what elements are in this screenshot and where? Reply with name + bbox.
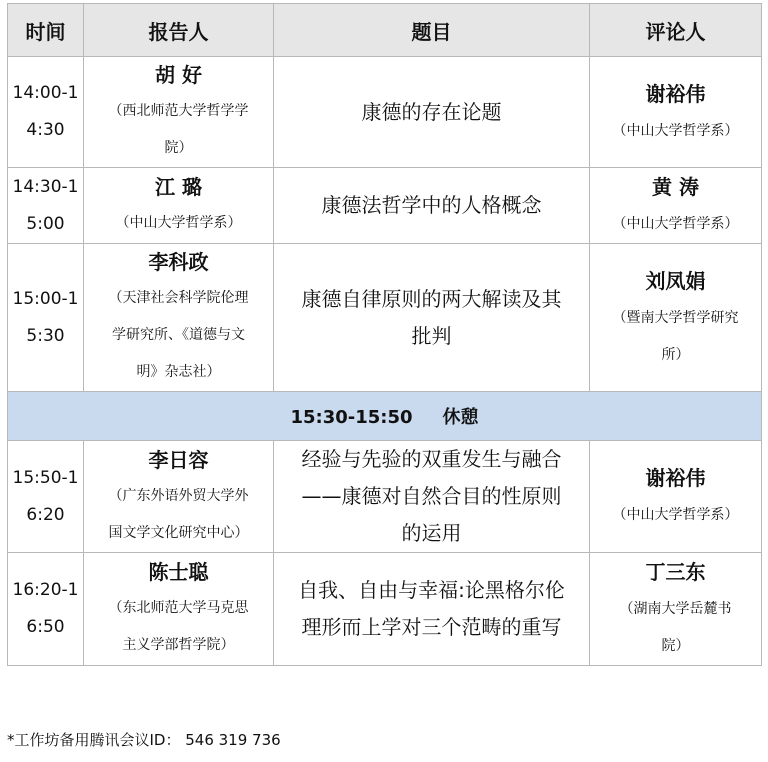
commentator-cell [590,553,762,666]
sessions-before-break [8,57,762,392]
header-commentator: 评论人 [590,4,762,57]
header-time: 时间 [8,4,84,57]
topic-cell [274,441,590,553]
time-cell [8,168,84,244]
header-presenter: 报告人 [84,4,274,57]
commentator-affiliation [590,206,761,243]
topic-line: 的运用 [401,521,462,545]
affiliation-line: （天津社会科学院伦理 [108,290,249,306]
time-line: 15:50-1 [12,467,79,488]
break-row [8,392,762,441]
presenter-affiliation [84,205,273,242]
affiliation-line: 国文学文化研究中心） [108,524,249,541]
time-line: 5:00 [26,213,65,234]
header-topic: 题目 [274,4,590,57]
time-line: 14:30-1 [12,176,79,197]
commentator-name: 黄 涛 [652,175,699,199]
affiliation-line: （中山大学哲学系） [612,216,739,232]
topic-line: ——康德对自然合目的性原则 [301,484,562,508]
presenter-cell [84,57,274,168]
sessions-after-break [8,441,762,666]
break-time: 15:30-15:50 [290,407,413,428]
presenter-affiliation [84,93,273,167]
table-row [8,57,762,168]
topic-cell [274,168,590,244]
time-cell [8,441,84,553]
presenter-affiliation [84,478,273,552]
affiliation-line: （中山大学哲学系） [115,215,242,231]
presenter-cell [84,441,274,553]
topic-cell [274,553,590,666]
break-label: 休憩 [442,407,479,428]
presenter-name: 胡 好 [155,63,202,87]
schedule-table [7,3,762,666]
time-line: 4:30 [26,120,65,140]
presenter-cell [84,168,274,244]
time-line: 6:20 [26,504,65,525]
topic-line: 康德法哲学中的人格概念 [321,193,542,217]
presenter-cell [84,553,274,666]
affiliation-line: （湖南大学岳麓书 [619,601,732,617]
commentator-cell [590,168,762,244]
time-cell [8,244,84,392]
affiliation-line: 所） [661,346,690,363]
affiliation-line: （中山大学哲学系） [612,122,739,139]
affiliation-line: 院） [164,140,193,156]
topic-line: 经验与先验的双重发生与融合 [301,447,562,471]
table-row [8,553,762,666]
presenter-affiliation [84,280,273,391]
affiliation-line: （广东外语外贸大学外 [108,487,249,504]
presenter-name: 陈士聪 [148,560,209,584]
affiliation-line: 主义学部哲学院） [122,637,235,653]
topic-line: 康德的存在论题 [361,99,502,124]
topic-cell [274,244,590,392]
time-line: 5:30 [26,325,65,346]
topic-line: 康德自律原则的两大解读及其 [301,286,562,311]
presenter-affiliation [84,590,273,664]
commentator-name: 丁三东 [645,560,706,584]
presenter-cell [84,244,274,392]
time-line: 15:00-1 [12,288,79,309]
affiliation-line: （西北师范大学哲学学 [108,103,249,119]
presenter-name: 李科政 [148,250,209,274]
footnote: *工作坊备用腾讯会议ID： 546 319 736 [7,731,281,749]
affiliation-line: （中山大学哲学系） [612,507,739,523]
affiliation-line: （东北师范大学马克思 [108,600,249,616]
topic-cell [274,57,590,168]
table-row [8,441,762,553]
time-line: 6:50 [26,617,65,637]
affiliation-line: （暨南大学哲学研究 [612,309,739,326]
header-row [8,4,762,57]
topic-line: 批判 [411,323,452,348]
affiliation-line: 院） [661,638,690,654]
time-line: 14:00-1 [12,83,79,103]
time-cell [8,553,84,666]
commentator-cell [590,244,762,392]
commentator-name: 刘凤娟 [645,268,706,293]
commentator-affiliation [590,300,761,374]
break-cell [8,392,762,441]
affiliation-line: 明》杂志社） [136,364,221,380]
presenter-name: 江 璐 [155,175,202,199]
presenter-name: 李日容 [148,447,209,472]
commentator-name: 谢裕伟 [645,466,706,490]
time-line: 16:20-1 [12,580,79,600]
commentator-cell [590,441,762,553]
commentator-affiliation [590,113,761,150]
commentator-name: 谢裕伟 [645,81,706,106]
commentator-affiliation [590,497,761,534]
table-row [8,168,762,244]
time-cell [8,57,84,168]
commentator-cell [590,57,762,168]
commentator-affiliation [590,591,761,665]
topic-line: 自我、自由与幸福:论黑格尔伦 [298,578,565,602]
affiliation-line: 学研究所、《道德与文 [112,327,245,343]
topic-line: 理形而上学对三个范畴的重写 [301,615,562,639]
table-row [8,244,762,392]
